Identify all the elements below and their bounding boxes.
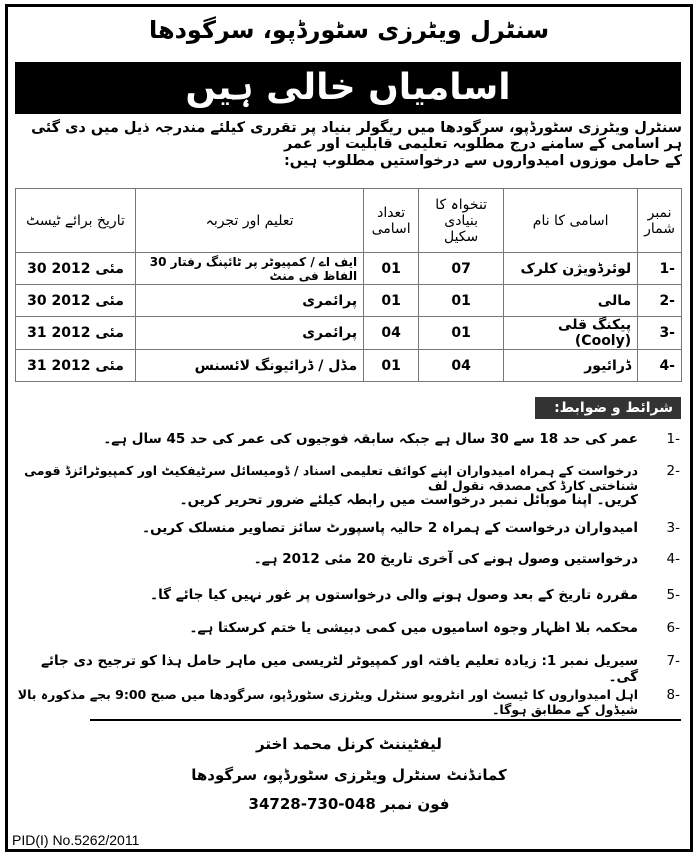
row-post: لوئرڈویژن کلرک (504, 253, 638, 285)
header-count: تعداد اسامی (364, 189, 419, 253)
row-number: 1- (659, 260, 675, 277)
signatory-designation: کمانڈنٹ سنٹرل ویٹرزی سٹورڈپو، سرگودھا (191, 766, 507, 784)
phone-number: فون نمبر 048-730-34728 (248, 795, 450, 813)
divider (90, 719, 681, 721)
row-date: 30 مئی 2012 (16, 253, 136, 285)
row-education: پرائمری (136, 317, 364, 350)
header-scale: تنخواہ کا بنیادی سکیل (419, 189, 504, 253)
condition-item (10, 431, 680, 447)
row-number: 2- (659, 292, 675, 309)
condition-number: 7- (666, 653, 680, 669)
condition-item (10, 587, 680, 603)
condition-text: مقررہ تاریخ کے بعد وصول ہونے والی درخواستوں پر غور نہیں کیا جائے گا۔ (150, 587, 638, 603)
row-education: ایف اے / کمپیوٹر پر ٹائپنگ رفتار 30 الفاظ فی منٹ (136, 253, 364, 285)
condition-text: سیریل نمبر 1: زیادہ تعلیم یافتہ اور کمپیوٹر لٹریسی میں ماہر حامل ہذا کو ترجیح دی جائے گی۔ (41, 653, 638, 685)
signatory-name: لیفٹیننٹ کرنل محمد اختر (256, 735, 442, 753)
row-scale: 01 (419, 285, 504, 317)
row-scale: 07 (419, 253, 504, 285)
condition-text: درخواستیں وصول ہونے کی آخری تاریخ 20 مئی 2012 ہے۔ (253, 551, 638, 567)
condition-number: 6- (666, 620, 680, 636)
row-number: 4- (659, 357, 675, 374)
intro-line-1: سنٹرل ویٹرزی سٹورڈپو، سرگودھا میں ریگولر بنیاد پر تقرری کیلئے مندرجہ ذیل میں دی گئی ہر اسامی کے سامنے درج مطلوبہ تعلیمی قابلیت اور عمر (31, 120, 682, 152)
row-education: پرائمری (136, 285, 364, 317)
intro-line-2: کے حامل موزوں امیدواروں سے درخواستیں مطلوب ہیں: (284, 153, 682, 169)
pid-number: PID(I) No.5262/2011 (12, 832, 140, 848)
row-date: 30 مئی 2012 (16, 285, 136, 317)
row-count: 01 (364, 285, 419, 317)
condition-text: عمر کی حد 18 سے 30 سال ہے جبکہ سابقہ فوجیوں کی عمر کی حد 45 سال ہے۔ (103, 431, 638, 447)
header-post: اسامی کا نام (504, 189, 638, 253)
row-scale: 01 (419, 317, 504, 350)
condition-text: کریں۔ اپنا موبائل نمبر درخواست میں رابطہ کیلئے ضرور تحریر کریں۔ (179, 492, 638, 508)
row-education: مڈل / ڈرائیونگ لائسنس (136, 350, 364, 382)
condition-item (10, 653, 680, 685)
conditions-heading: شرائط و ضوابط: (535, 397, 681, 419)
row-post: پیکنگ قلی (Cooly) (504, 317, 638, 350)
condition-item (10, 551, 680, 567)
header-education: تعلیم اور تجربہ (136, 189, 364, 253)
condition-number: 5- (666, 587, 680, 603)
table-row (16, 285, 682, 317)
table-row (16, 350, 682, 382)
condition-item (10, 620, 680, 636)
vacancies-table (15, 188, 682, 382)
condition-item (10, 520, 680, 536)
row-count: 01 (364, 253, 419, 285)
vacancies-banner: اسامیاں خالی ہیں (15, 62, 681, 114)
condition-text: محکمہ بلا اظہار وجوہ اسامیوں میں کمی دبیشی یا ختم کرسکتا ہے۔ (189, 620, 638, 636)
row-scale: 04 (419, 350, 504, 382)
condition-text: اہل امیدواروں کا ٹیسٹ اور انٹرویو سنٹرل ویٹرزی سٹورڈپو، سرگودھا میں صبح 9:00 بجے مذکورہ بالا شیڈول کے مطابق ہوگا۔ (17, 687, 638, 717)
row-count: 01 (364, 350, 419, 382)
row-post: ڈرائیور (504, 350, 638, 382)
condition-item (10, 687, 680, 717)
condition-number: 4- (666, 551, 680, 567)
row-date: 31 مئی 2012 (16, 317, 136, 350)
condition-text: درخواست کے ہمراہ امیدواران اپنے کوائف تعلیمی اسناد / ڈومیسائل سرٹیفکیٹ اور کمپیوٹرائزڈ قومی شناختی کارڈ کی مصدقہ نقول لف (24, 463, 638, 493)
condition-item-continued (10, 492, 680, 508)
condition-number: 2- (666, 463, 680, 479)
row-post: مالی (504, 285, 638, 317)
condition-item (10, 463, 680, 493)
header-date: تاریخ برائے ٹیسٹ (16, 189, 136, 253)
organization-title: سنٹرل ویٹرزی سٹورڈپو، سرگودھا (148, 16, 550, 44)
condition-number: 1- (666, 431, 680, 447)
table-row (16, 253, 682, 285)
header-number: نمبر شمار (638, 189, 682, 253)
table-row (16, 317, 682, 350)
row-number: 3- (659, 325, 675, 341)
row-date: 31 مئی 2012 (16, 350, 136, 382)
condition-number: 8- (666, 687, 680, 703)
condition-text: امیدواران درخواست کے ہمراہ 2 حالیہ پاسپورٹ سائز تصاویر منسلک کریں۔ (142, 520, 638, 536)
condition-number: 3- (666, 520, 680, 536)
table-header-row (16, 189, 682, 253)
row-count: 04 (364, 317, 419, 350)
